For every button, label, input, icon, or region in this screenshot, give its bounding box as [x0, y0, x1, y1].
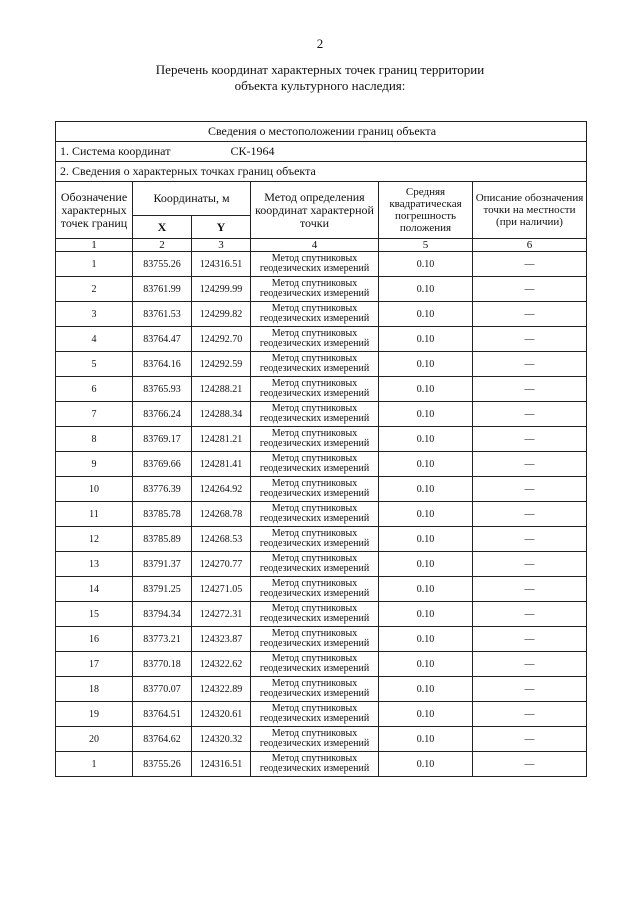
x-coordinate-cell: 83769.66: [133, 452, 192, 477]
heading-line-1: Перечень координат характерных точек границ территории: [155, 62, 485, 77]
header-x: X: [133, 216, 192, 239]
point-id-cell: 7: [56, 402, 133, 427]
accuracy-cell: 0.10: [379, 602, 473, 627]
accuracy-cell: 0.10: [379, 752, 473, 777]
accuracy-cell: 0.10: [379, 402, 473, 427]
method-cell: Метод спутниковых геодезических измерений: [251, 752, 379, 777]
coordinate-system-label: 1. Система координат: [60, 144, 171, 158]
y-coordinate-cell: 124281.21: [192, 427, 251, 452]
accuracy-cell: 0.10: [379, 702, 473, 727]
description-cell: —: [473, 577, 587, 602]
accuracy-cell: 0.10: [379, 427, 473, 452]
y-coordinate-cell: 124281.41: [192, 452, 251, 477]
column-number: 1: [56, 239, 133, 252]
header-description: Описание обозначения точки на местности (при наличии): [473, 182, 587, 239]
point-id-cell: 12: [56, 527, 133, 552]
point-id-cell: 6: [56, 377, 133, 402]
header-designation: Обозначение характерных точек границ: [56, 182, 133, 239]
x-coordinate-cell: 83764.51: [133, 702, 192, 727]
x-coordinate-cell: 83765.93: [133, 377, 192, 402]
x-coordinate-cell: 83791.25: [133, 577, 192, 602]
x-coordinate-cell: 83761.53: [133, 302, 192, 327]
point-id-cell: 20: [56, 727, 133, 752]
x-coordinate-cell: 83776.39: [133, 477, 192, 502]
description-cell: —: [473, 602, 587, 627]
x-coordinate-cell: 83794.34: [133, 602, 192, 627]
description-cell: —: [473, 477, 587, 502]
table-row: [56, 727, 587, 752]
description-cell: —: [473, 277, 587, 302]
accuracy-cell: 0.10: [379, 627, 473, 652]
method-cell: Метод спутниковых геодезических измерений: [251, 452, 379, 477]
table-row: [56, 452, 587, 477]
table-row: [56, 377, 587, 402]
description-cell: —: [473, 652, 587, 677]
column-number: 4: [251, 239, 379, 252]
method-cell: Метод спутниковых геодезических измерений: [251, 527, 379, 552]
method-cell: Метод спутниковых геодезических измерений: [251, 502, 379, 527]
section-title: Сведения о местоположении границ объекта: [56, 122, 587, 142]
accuracy-cell: 0.10: [379, 277, 473, 302]
point-id-cell: 4: [56, 327, 133, 352]
column-number: 5: [379, 239, 473, 252]
point-id-cell: 2: [56, 277, 133, 302]
accuracy-cell: 0.10: [379, 652, 473, 677]
y-coordinate-cell: 124272.31: [192, 602, 251, 627]
accuracy-cell: 0.10: [379, 677, 473, 702]
y-coordinate-cell: 124268.78: [192, 502, 251, 527]
accuracy-cell: 0.10: [379, 377, 473, 402]
table-row: [56, 327, 587, 352]
point-id-cell: 15: [56, 602, 133, 627]
description-cell: —: [473, 402, 587, 427]
table-row: [56, 477, 587, 502]
method-cell: Метод спутниковых геодезических измерений: [251, 477, 379, 502]
y-coordinate-cell: 124299.82: [192, 302, 251, 327]
accuracy-cell: 0.10: [379, 577, 473, 602]
accuracy-cell: 0.10: [379, 252, 473, 277]
coordinates-table: [55, 121, 587, 777]
table-row: [56, 402, 587, 427]
method-cell: Метод спутниковых геодезических измерений: [251, 327, 379, 352]
y-coordinate-cell: 124288.21: [192, 377, 251, 402]
point-id-cell: 8: [56, 427, 133, 452]
table-row: [56, 252, 587, 277]
column-number: 6: [473, 239, 587, 252]
table-row: [56, 277, 587, 302]
point-id-cell: 19: [56, 702, 133, 727]
point-id-cell: 5: [56, 352, 133, 377]
y-coordinate-cell: 124323.87: [192, 627, 251, 652]
method-cell: Метод спутниковых геодезических измерений: [251, 377, 379, 402]
description-cell: —: [473, 527, 587, 552]
heading-line-2: объекта культурного наследия:: [234, 78, 406, 93]
method-cell: Метод спутниковых геодезических измерений: [251, 552, 379, 577]
description-cell: —: [473, 727, 587, 752]
column-number: 3: [192, 239, 251, 252]
description-cell: —: [473, 702, 587, 727]
table-row: [56, 652, 587, 677]
method-cell: Метод спутниковых геодезических измерений: [251, 352, 379, 377]
method-cell: Метод спутниковых геодезических измерений: [251, 577, 379, 602]
point-id-cell: 9: [56, 452, 133, 477]
x-coordinate-cell: 83764.16: [133, 352, 192, 377]
accuracy-cell: 0.10: [379, 327, 473, 352]
y-coordinate-cell: 124322.62: [192, 652, 251, 677]
y-coordinate-cell: 124271.05: [192, 577, 251, 602]
points-section-title: 2. Сведения о характерных точках границ объекта: [56, 162, 587, 182]
x-coordinate-cell: 83766.24: [133, 402, 192, 427]
point-id-cell: 13: [56, 552, 133, 577]
method-cell: Метод спутниковых геодезических измерений: [251, 402, 379, 427]
point-id-cell: 10: [56, 477, 133, 502]
y-coordinate-cell: 124299.99: [192, 277, 251, 302]
y-coordinate-cell: 124288.34: [192, 402, 251, 427]
header-y: Y: [192, 216, 251, 239]
method-cell: Метод спутниковых геодезических измерений: [251, 677, 379, 702]
description-cell: —: [473, 452, 587, 477]
method-cell: Метод спутниковых геодезических измерений: [251, 252, 379, 277]
description-cell: —: [473, 327, 587, 352]
accuracy-cell: 0.10: [379, 477, 473, 502]
point-id-cell: 11: [56, 502, 133, 527]
accuracy-cell: 0.10: [379, 727, 473, 752]
point-id-cell: 17: [56, 652, 133, 677]
x-coordinate-cell: 83791.37: [133, 552, 192, 577]
x-coordinate-cell: 83755.26: [133, 252, 192, 277]
header-method: Метод определения координат характерной точки: [251, 182, 379, 239]
description-cell: —: [473, 427, 587, 452]
method-cell: Метод спутниковых геодезических измерений: [251, 427, 379, 452]
x-coordinate-cell: 83764.47: [133, 327, 192, 352]
description-cell: —: [473, 502, 587, 527]
y-coordinate-cell: 124268.53: [192, 527, 251, 552]
method-cell: Метод спутниковых геодезических измерений: [251, 727, 379, 752]
description-cell: —: [473, 552, 587, 577]
accuracy-cell: 0.10: [379, 502, 473, 527]
y-coordinate-cell: 124292.59: [192, 352, 251, 377]
y-coordinate-cell: 124320.61: [192, 702, 251, 727]
description-cell: —: [473, 627, 587, 652]
document-heading: [0, 62, 640, 94]
table-row: [56, 552, 587, 577]
table-row: [56, 527, 587, 552]
x-coordinate-cell: 83770.07: [133, 677, 192, 702]
description-cell: —: [473, 752, 587, 777]
point-id-cell: 1: [56, 252, 133, 277]
point-id-cell: 14: [56, 577, 133, 602]
method-cell: Метод спутниковых геодезических измерений: [251, 302, 379, 327]
column-number: 2: [133, 239, 192, 252]
y-coordinate-cell: 124264.92: [192, 477, 251, 502]
coordinate-system-value: СК-1964: [230, 144, 275, 158]
accuracy-cell: 0.10: [379, 552, 473, 577]
table-row: [56, 502, 587, 527]
accuracy-cell: 0.10: [379, 302, 473, 327]
y-coordinate-cell: 124322.89: [192, 677, 251, 702]
point-id-cell: 3: [56, 302, 133, 327]
y-coordinate-cell: 124316.51: [192, 252, 251, 277]
x-coordinate-cell: 83755.26: [133, 752, 192, 777]
method-cell: Метод спутниковых геодезических измерений: [251, 652, 379, 677]
column-number-row: [56, 239, 587, 252]
y-coordinate-cell: 124270.77: [192, 552, 251, 577]
table-row: [56, 677, 587, 702]
description-cell: —: [473, 677, 587, 702]
method-cell: Метод спутниковых геодезических измерений: [251, 702, 379, 727]
description-cell: —: [473, 377, 587, 402]
point-id-cell: 1: [56, 752, 133, 777]
table-row: [56, 627, 587, 652]
y-coordinate-cell: 124316.51: [192, 752, 251, 777]
point-id-cell: 18: [56, 677, 133, 702]
accuracy-cell: 0.10: [379, 452, 473, 477]
page-number: 2: [316, 36, 324, 51]
x-coordinate-cell: 83785.89: [133, 527, 192, 552]
x-coordinate-cell: 83773.21: [133, 627, 192, 652]
header-accuracy: Средняя квадратическая погрешность положения: [379, 182, 473, 239]
y-coordinate-cell: 124292.70: [192, 327, 251, 352]
table-row: [56, 752, 587, 777]
point-id-cell: 16: [56, 627, 133, 652]
table-row: [56, 427, 587, 452]
accuracy-cell: 0.10: [379, 352, 473, 377]
table-row: [56, 702, 587, 727]
description-cell: —: [473, 352, 587, 377]
method-cell: Метод спутниковых геодезических измерений: [251, 627, 379, 652]
x-coordinate-cell: 83769.17: [133, 427, 192, 452]
accuracy-cell: 0.10: [379, 527, 473, 552]
table-row: [56, 602, 587, 627]
x-coordinate-cell: 83785.78: [133, 502, 192, 527]
coordinate-system-row: [56, 142, 587, 162]
method-cell: Метод спутниковых геодезических измерений: [251, 602, 379, 627]
method-cell: Метод спутниковых геодезических измерений: [251, 277, 379, 302]
y-coordinate-cell: 124320.32: [192, 727, 251, 752]
header-coordinates: Координаты, м: [133, 182, 251, 216]
x-coordinate-cell: 83764.62: [133, 727, 192, 752]
x-coordinate-cell: 83761.99: [133, 277, 192, 302]
x-coordinate-cell: 83770.18: [133, 652, 192, 677]
table-row: [56, 302, 587, 327]
description-cell: —: [473, 302, 587, 327]
description-cell: —: [473, 252, 587, 277]
table-row: [56, 577, 587, 602]
table-row: [56, 352, 587, 377]
